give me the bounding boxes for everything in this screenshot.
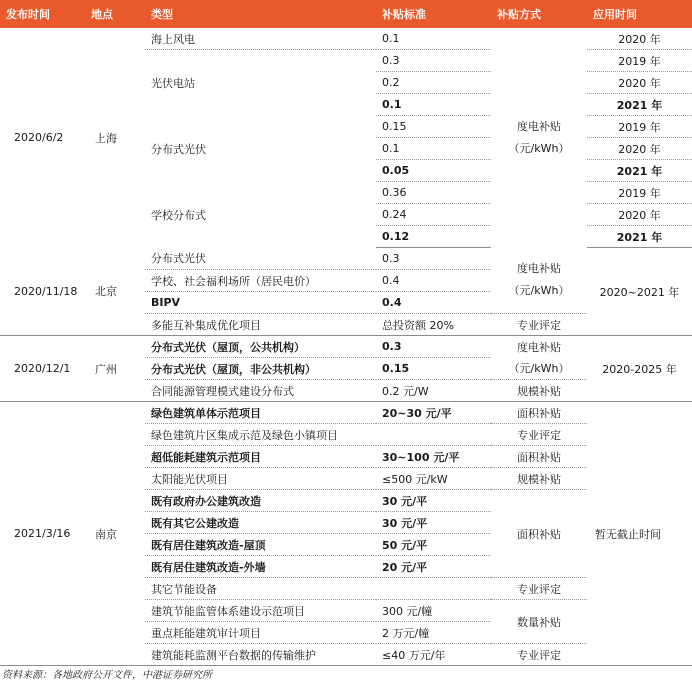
table-row	[0, 402, 692, 424]
method-cell	[491, 28, 587, 248]
method-cell: 专业评定	[491, 578, 587, 600]
standard-cell: 0.3	[376, 336, 491, 358]
standard-cell: 0.1	[376, 138, 491, 160]
method-cell: 面积补贴	[491, 446, 587, 468]
standard-cell: 0.1	[376, 94, 491, 116]
method-cell: （元/kWh）	[491, 358, 587, 380]
standard-cell: 总投资额 20%	[376, 314, 491, 336]
method-cell: 规模补贴	[491, 380, 587, 402]
date-cell: 2020/6/2	[14, 131, 64, 145]
method-cell: 专业评定	[491, 314, 587, 336]
method-cell: 面积补贴	[491, 402, 587, 424]
method-cell	[491, 248, 587, 314]
standard-cell: 0.05	[376, 160, 491, 182]
standard-cell: 0.2	[376, 72, 491, 94]
type-cell: 既有其它公建改造	[145, 512, 376, 534]
type-cell: 海上风电	[145, 28, 376, 50]
table-row	[0, 336, 692, 358]
location-cell: 上海	[95, 131, 117, 145]
standard-cell: 0.4	[376, 292, 491, 314]
table-row	[0, 248, 692, 270]
type-cell: 建筑能耗监测平台数据的传输维护	[145, 644, 376, 666]
time-cell: 2021 年	[587, 226, 692, 248]
standard-cell: 0.1	[376, 28, 491, 50]
type-cell: 光伏电站	[151, 76, 195, 90]
standard-cell: 0.3	[376, 50, 491, 72]
standard-cell: 30~100 元/平	[376, 446, 491, 468]
standard-cell	[376, 578, 491, 600]
standard-cell: 20 元/平	[376, 556, 491, 578]
type-cell: 合同能源管理模式建设分布式	[145, 380, 376, 402]
method-cell: 专业评定	[491, 424, 587, 446]
standard-cell: 0.4	[376, 270, 491, 292]
type-cell: 既有居住建筑改造-屋顶	[145, 534, 376, 556]
standard-cell: ≤500 元/kW	[376, 468, 491, 490]
time-cell: 2020 年	[587, 138, 692, 160]
type-cell: 建筑节能监管体系建设示范项目	[145, 600, 376, 622]
method-line: 度电补贴	[517, 262, 561, 276]
header-method: 补贴方式	[491, 0, 587, 28]
location-cell: 广州	[85, 336, 145, 402]
type-cell: 学校、社会福利场所（居民电价）	[145, 270, 376, 292]
type-cell: 学校分布式	[151, 208, 206, 222]
standard-cell: 0.15	[376, 116, 491, 138]
source-note: 资料来源：各地政府公开文件，中港证券研究所	[2, 670, 212, 681]
type-cell: 分布式光伏	[151, 142, 206, 156]
location-cell: 北京	[85, 248, 145, 336]
header-time: 应用时间	[587, 0, 692, 28]
type-cell: 太阳能光伏项目	[145, 468, 376, 490]
standard-cell: 0.36	[376, 182, 491, 204]
standard-cell: 0.3	[376, 248, 491, 270]
time-cell: 2019 年	[587, 50, 692, 72]
header-type: 类型	[145, 0, 376, 28]
standard-cell: 2 万元/幢	[376, 622, 491, 644]
header-date: 发布时间	[0, 0, 85, 28]
type-cell: 绿色建筑单体示范项目	[145, 402, 376, 424]
type-cell: 多能互补集成优化项目	[145, 314, 376, 336]
method-line: （元/kWh）	[508, 141, 570, 155]
method-cell: 面积补贴	[491, 490, 587, 578]
time-cell: 暂无截止时间	[587, 402, 692, 666]
standard-cell: 300 元/幢	[376, 600, 491, 622]
time-cell: 2020 年	[587, 72, 692, 94]
header-row	[0, 0, 692, 28]
time-cell: 2019 年	[587, 116, 692, 138]
location-cell: 南京	[85, 402, 145, 666]
date-cell: 2020/11/18	[0, 248, 85, 336]
standard-cell: 0.12	[376, 226, 491, 248]
standard-cell: 30 元/平	[376, 512, 491, 534]
header-standard: 补贴标准	[376, 0, 491, 28]
time-cell: 2020 年	[587, 204, 692, 226]
type-cell: 既有居住建筑改造-外墙	[145, 556, 376, 578]
type-cell: 绿色建筑片区集成示范及绿色小镇项目	[145, 424, 376, 446]
method-cell: 规模补贴	[491, 468, 587, 490]
standard-cell: 50 元/平	[376, 534, 491, 556]
time-cell: 2021 年	[587, 94, 692, 116]
standard-cell: 30 元/平	[376, 490, 491, 512]
type-cell: 分布式光伏	[145, 248, 376, 270]
standard-cell: 0.15	[376, 358, 491, 380]
method-line: （元/kWh）	[508, 284, 570, 298]
method-cell: 数量补贴	[491, 600, 587, 644]
type-cell: BIPV	[145, 292, 376, 314]
method-cell: 专业评定	[491, 644, 587, 666]
standard-cell: 0.24	[376, 204, 491, 226]
time-cell: 2020~2021 年	[587, 248, 692, 336]
type-cell: 分布式光伏（屋顶，非公共机构）	[145, 358, 376, 380]
date-cell: 2021/3/16	[0, 402, 85, 666]
standard-cell: 20~30 元/平	[376, 402, 491, 424]
standard-cell	[376, 424, 491, 446]
standard-cell: ≤40 万元/年	[376, 644, 491, 666]
type-cell: 分布式光伏（屋顶，公共机构）	[145, 336, 376, 358]
method-cell: 度电补贴	[517, 340, 561, 354]
date-cell: 2020/12/1	[0, 336, 85, 402]
table-row	[0, 28, 692, 50]
type-cell: 既有政府办公建筑改造	[145, 490, 376, 512]
time-cell: 2019 年	[587, 182, 692, 204]
standard-cell: 0.2 元/W	[376, 380, 491, 402]
time-cell: 2020-2025 年	[587, 336, 692, 402]
header-location: 地点	[85, 0, 145, 28]
type-cell: 重点耗能建筑审计项目	[145, 622, 376, 644]
time-cell: 2021 年	[587, 160, 692, 182]
method-line: 度电补贴	[517, 119, 561, 133]
time-cell: 2020 年	[587, 28, 692, 50]
type-cell: 其它节能设备	[145, 578, 376, 600]
type-cell: 超低能耗建筑示范项目	[145, 446, 376, 468]
